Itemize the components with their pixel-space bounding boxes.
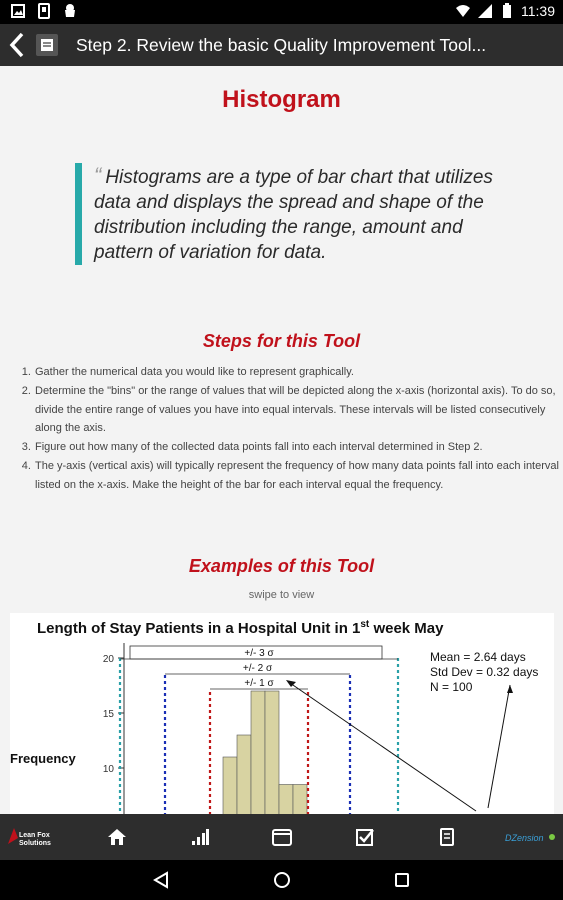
chart-title: Length of Stay Patients in a Hospital Unit in 1st week May	[37, 619, 444, 637]
browse-button[interactable]	[269, 824, 295, 850]
image-notification-icon	[10, 3, 26, 19]
histogram-bar	[279, 785, 293, 815]
wifi-icon	[455, 3, 471, 19]
back-triangle-icon	[152, 871, 170, 889]
document-icon	[40, 38, 54, 52]
app-title: Step 2. Review the basic Quality Improvement Tool...	[76, 34, 487, 55]
svg-text:Solutions: Solutions	[19, 840, 51, 847]
lean-fox-logo	[6, 824, 58, 850]
swipe-hint: swipe to view	[248, 589, 315, 601]
status-time: 11:39	[521, 3, 555, 19]
home-button[interactable]	[104, 824, 130, 850]
nav-recents-button[interactable]	[391, 869, 413, 891]
bottom-toolbar	[0, 814, 563, 860]
sigma-label: +/- 3 σ	[244, 648, 274, 659]
nav-home-button[interactable]	[271, 869, 293, 891]
mean-pointer-line	[290, 683, 476, 811]
y-tick-label: 15	[102, 709, 114, 720]
quote-text: Histograms are a type of bar chart that utilizes data and displays the spread and shape of the distribution including the range, amount and pattern of variation for data.	[94, 167, 493, 263]
page-title: Histogram	[222, 86, 341, 113]
svg-text:DZension: DZension	[505, 833, 544, 843]
app-bar	[0, 24, 563, 66]
checklist-button[interactable]	[352, 824, 378, 850]
list-item: 1. Gather the numerical data you would like to represent graphically.	[34, 363, 563, 382]
document-menu-button[interactable]	[36, 34, 58, 56]
examples-heading: Examples of this Tool	[188, 556, 375, 576]
histogram-example-figure[interactable]	[10, 613, 554, 814]
bar-chart-icon	[190, 827, 210, 847]
notes-button[interactable]	[434, 824, 460, 850]
stats-pointer-arrowhead	[507, 685, 513, 693]
sigma-label: +/- 2 σ	[242, 663, 273, 674]
chevron-left-icon	[9, 32, 25, 58]
status-bar	[0, 0, 563, 24]
download-notification-icon	[36, 3, 52, 19]
notes-icon	[437, 827, 457, 847]
histogram-bar	[223, 757, 237, 814]
android-notification-icon	[62, 3, 78, 19]
steps-list	[18, 363, 563, 495]
stats-text: N = 100	[430, 680, 473, 694]
home-icon	[107, 827, 127, 847]
steps-heading: Steps for this Tool	[202, 331, 361, 351]
stats-text: Std Dev = 0.32 days	[430, 665, 539, 679]
histogram-bar	[237, 735, 251, 814]
nav-back-button[interactable]	[150, 869, 172, 891]
histogram-chart	[10, 613, 554, 814]
list-item: 3. Figure out how many of the collected data points fall into each interval determined in Step 2.	[34, 438, 563, 457]
stats-pointer-line	[488, 685, 510, 808]
quote-mark-icon: “	[94, 163, 102, 188]
histogram-bar	[265, 691, 279, 814]
list-item: 4. The y-axis (vertical axis) will typically represent the frequency of how many data points fall into each interval listed on the x-axis. Make the height of the bar for each interval equal the frequency.	[34, 457, 563, 495]
list-item: 2. Determine the "bins" or the range of values that will be depicted along the x-axis (horizontal axis). To do so, divide the entire range of values you have into equal intervals. These intervals will be listed consecutively along the axis.	[34, 382, 563, 438]
window-icon	[271, 827, 293, 847]
y-axis-label: Frequency	[10, 751, 76, 766]
checkbox-icon	[355, 827, 375, 847]
sigma-label: +/- 1 σ	[244, 678, 274, 689]
dzension-logo	[505, 824, 557, 850]
progress-button[interactable]	[187, 824, 213, 850]
y-tick-label: 20	[102, 654, 114, 665]
back-button[interactable]	[2, 24, 32, 66]
stats-text: Mean = 2.64 days	[430, 650, 526, 664]
system-nav-bar	[0, 860, 563, 900]
battery-icon	[499, 3, 515, 19]
svg-text:Lean Fox: Lean Fox	[19, 832, 50, 839]
signal-icon	[477, 3, 493, 19]
histogram-bar	[293, 785, 307, 815]
histogram-bar	[251, 691, 265, 814]
y-tick-label: 10	[102, 764, 114, 775]
home-circle-icon	[273, 871, 291, 889]
definition-quote	[75, 163, 494, 265]
recents-square-icon	[393, 871, 411, 889]
main-content[interactable]	[0, 66, 563, 814]
